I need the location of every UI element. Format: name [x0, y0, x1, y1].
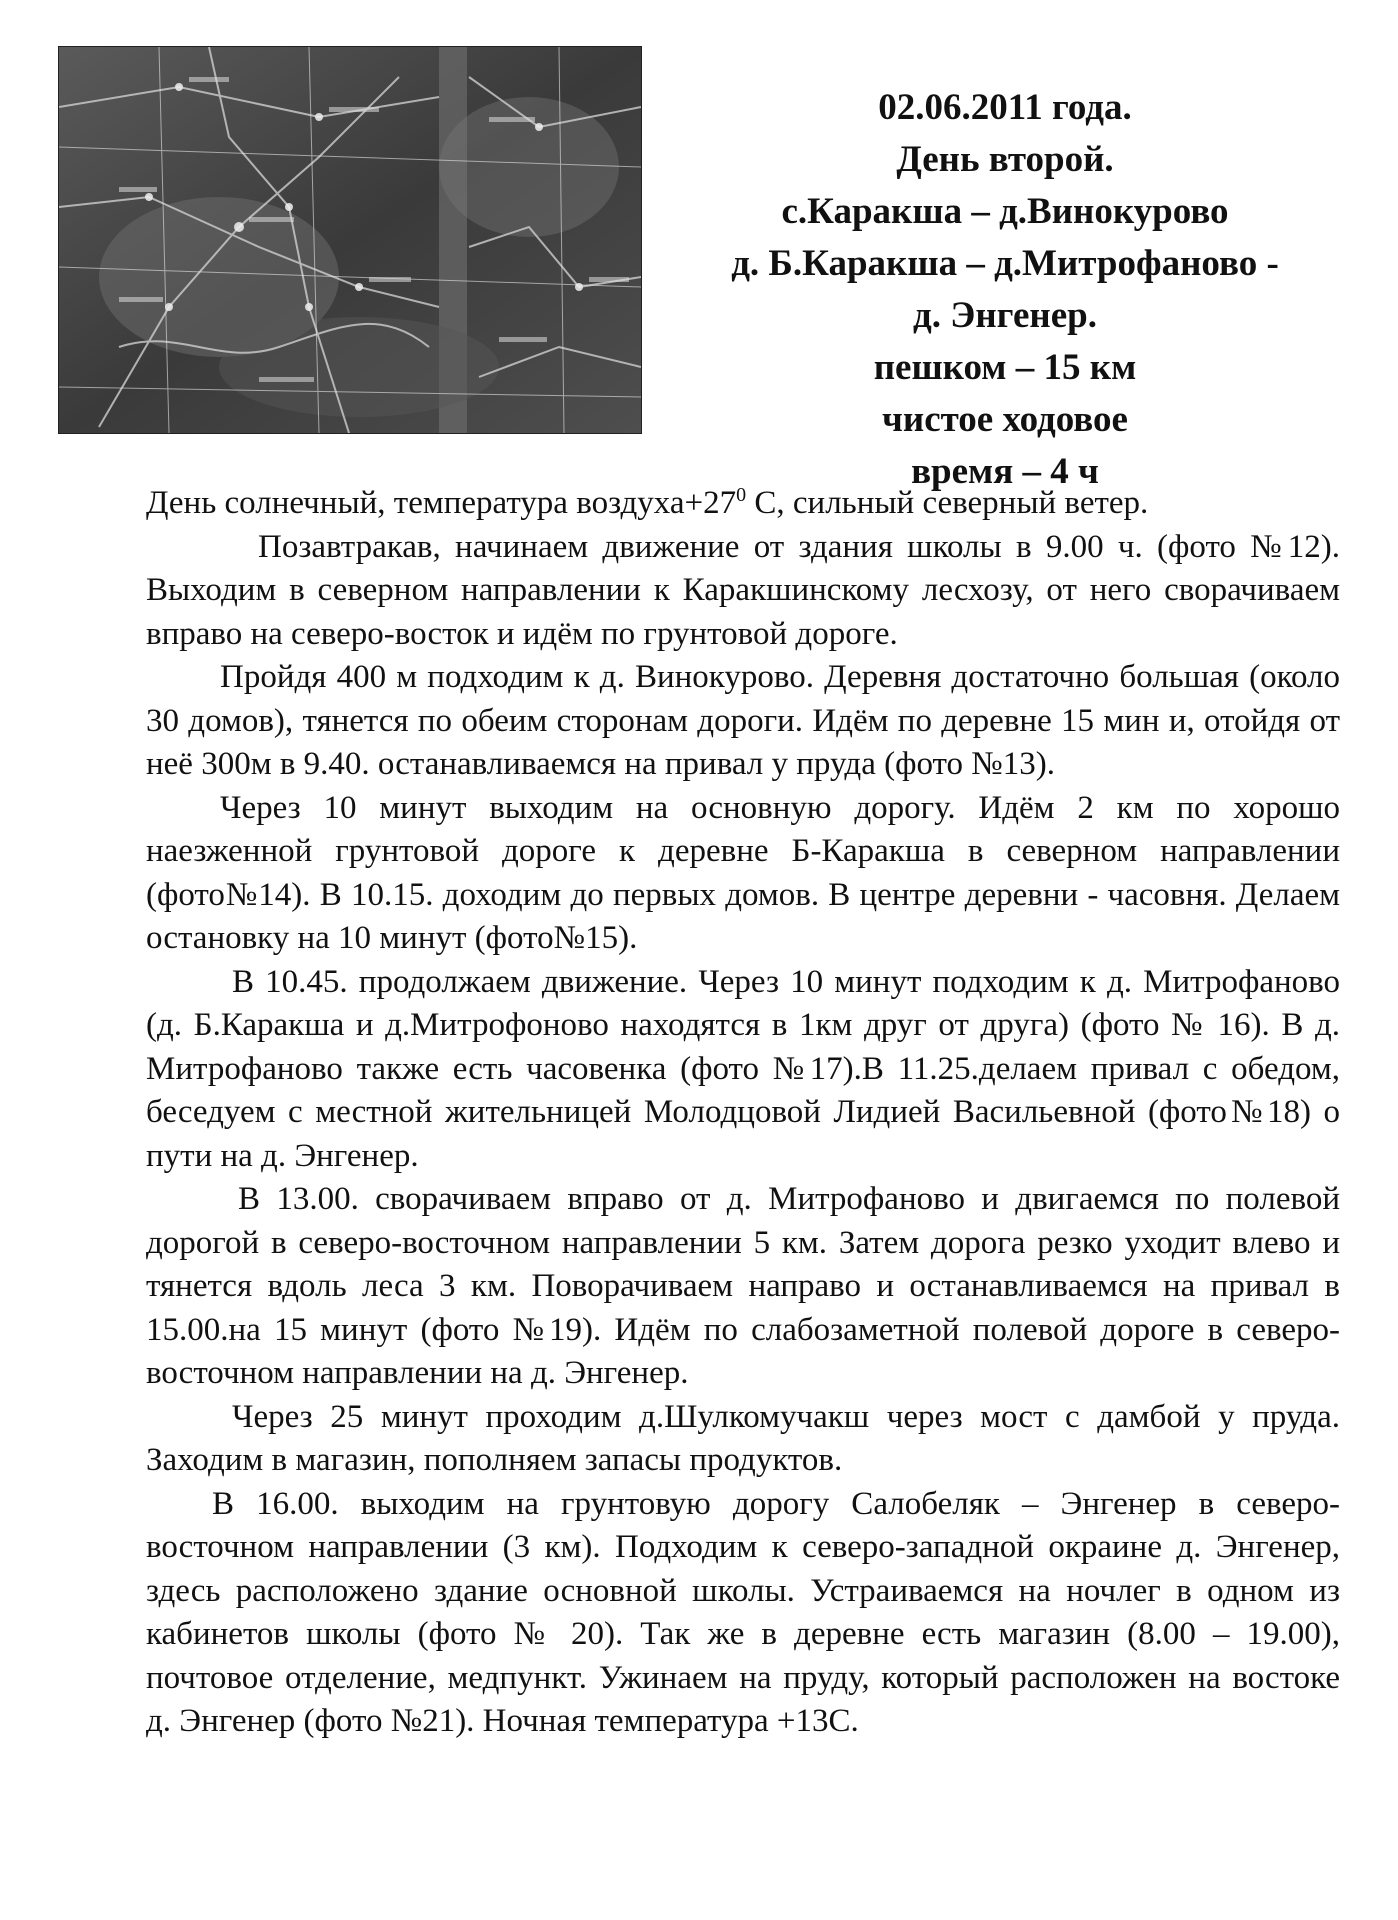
document-header — [660, 82, 1350, 498]
paragraph-2: Пройдя 400 м подходим к д. Винокурово. Деревня достаточно большая (около 30 домов), тянется по обеим сторонам дороги. Идём по деревне 15 мин и, отойдя от неё 300м в 9.40. останавливаемся на привал у пруда (фото №13). — [146, 659, 1340, 782]
paragraph-7: В 16.00. выходим на грунтовую дорогу Салобеляк – Энгенер в северо-восточном направлении (3 км). Подходим к северо-западной окраине д. Энгенер, здесь расположено здание основной школы. Устраиваемся на ночлег в одном из кабинетов школы (фото № 20). Так же в деревне есть магазин (8.00 – 19.00), почтовое отделение, медпункт. Ужинаем на пруду, который расположен на востоке д. Энгенер (фото №21). Ночная температура +13С. — [146, 1485, 1340, 1739]
weather-paragraph — [146, 482, 1340, 526]
paragraph-3: Через 10 минут выходим на основную дорогу. Идём 2 км по хорошо наезженной грунтовой дороге к деревне Б-Каракша в северном направлении (фото№14). В 10.15. доходим до первых домов. В центре деревни - часовня. Делаем остановку на 10 минут (фото№15). — [146, 789, 1340, 956]
paragraph-6: Через 25 минут проходим д.Шулкомучакш через мост с дамбой у пруда. Заходим в магазин, пополняем запасы продуктов. — [146, 1398, 1340, 1478]
header-route-3: д. Энгенер. — [913, 295, 1097, 336]
map-image — [58, 46, 642, 434]
header-time-1: чистое ходовое — [882, 399, 1128, 440]
header-date: 02.06.2011 года. — [878, 87, 1132, 128]
header-time-2: время – 4 ч — [911, 451, 1099, 492]
paragraph-1: Позавтракав, начинаем движение от здания школы в 9.00 ч. (фото №12). Выходим в северном направлении к Каракшинскому лесхозу, от него сворачиваем вправо на северо-восток и идём по грунтовой дороге. — [146, 528, 1340, 652]
header-day: День второй. — [896, 139, 1114, 180]
degree-sup: 0 — [736, 484, 747, 506]
paragraph-5: В 13.00. сворачиваем вправо от д. Митрофаново и двигаемся по полевой дорогой в северо-восточном направлении 5 км. Затем дорога резко уходит влево и тянется вдоль леса 3 км. Поворачиваем направо и останавливаемся на привал в 15.00.на 15 минут (фото №19). Идём по слабозаметной полевой дороге в северо-восточном направлении на д. Энгенер. — [146, 1181, 1340, 1391]
document-body — [146, 482, 1340, 1744]
header-route-1: с.Каракша – д.Винокурово — [781, 191, 1229, 232]
map-graphic — [59, 47, 641, 433]
weather-text: День солнечный, температура воздуха+27 — [146, 485, 737, 521]
header-distance: пешком – 15 км — [873, 347, 1137, 388]
weather-text-end: С, сильный северный ветер. — [746, 485, 1149, 521]
paragraph-4: В 10.45. продолжаем движение. Через 10 минут подходим к д. Митрофаново (д. Б.Каракша и д.Митрофоново находятся в 1км друг от друга) (фото № 16). В д. Митрофаново также есть часовенка (фото №17).В 11.25.делаем привал с обедом, беседуем с местной жительницей Молодцовой Лидией Васильевной (фото№18) о пути на д. Энгенер. — [146, 963, 1340, 1174]
header-route-2: д. Б.Каракша – д.Митрофаново - — [731, 243, 1279, 284]
